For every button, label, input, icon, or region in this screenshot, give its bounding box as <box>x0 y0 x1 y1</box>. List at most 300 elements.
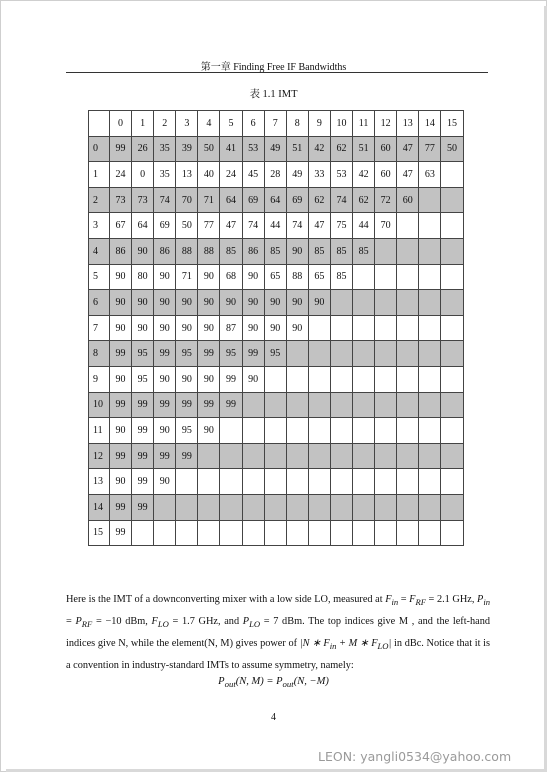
imt-table <box>88 110 464 546</box>
column-header-cell: 9 <box>308 111 330 137</box>
table-cell <box>330 494 352 520</box>
table-cell <box>375 494 397 520</box>
table-cell: 63 <box>419 162 441 188</box>
table-cell <box>441 290 463 316</box>
table-cell: 90 <box>264 315 286 341</box>
table-cell <box>441 392 463 418</box>
table-cell: 49 <box>286 162 308 188</box>
table-cell: 90 <box>176 290 198 316</box>
table-cell <box>286 392 308 418</box>
table-cell: 69 <box>154 213 176 239</box>
row-header-cell: 1 <box>89 162 110 188</box>
table-cell: 44 <box>264 213 286 239</box>
table-cell <box>375 469 397 495</box>
table-cell <box>419 418 441 444</box>
table-cell: 49 <box>264 136 286 162</box>
table-cell: 72 <box>375 187 397 213</box>
math-subscript: RF <box>415 597 426 608</box>
table-cell <box>441 264 463 290</box>
table-cell <box>353 469 375 495</box>
table-cell <box>308 315 330 341</box>
table-cell <box>132 520 154 546</box>
text-run: Here is the IMT of a downconverting mixer with a low side LO, measured at <box>66 594 386 605</box>
table-cell: 99 <box>198 392 220 418</box>
table-cell: 74 <box>154 187 176 213</box>
table-cell <box>397 392 419 418</box>
table-cell: 77 <box>419 136 441 162</box>
table-cell <box>330 469 352 495</box>
table-cell: 33 <box>308 162 330 188</box>
table-cell: 90 <box>110 418 132 444</box>
table-cell <box>397 520 419 546</box>
math-symbol: + M ∗ F <box>336 638 378 650</box>
table-cell <box>242 392 264 418</box>
table-cell: 90 <box>110 264 132 290</box>
table-cell <box>264 418 286 444</box>
table-cell <box>308 494 330 520</box>
table-cell <box>286 418 308 444</box>
table-cell: 90 <box>264 290 286 316</box>
table-cell: 24 <box>220 162 242 188</box>
table-cell <box>353 366 375 392</box>
table-cell <box>441 443 463 469</box>
table-cell <box>286 341 308 367</box>
table-row <box>89 443 464 469</box>
table-cell <box>441 341 463 367</box>
table-cell: 90 <box>132 238 154 264</box>
table-cell: 99 <box>154 341 176 367</box>
column-header-cell: 12 <box>375 111 397 137</box>
row-header-cell: 11 <box>89 418 110 444</box>
table-cell: 77 <box>198 213 220 239</box>
text-run: = 2.1 GHz, <box>425 594 478 605</box>
table-cell: 90 <box>242 366 264 392</box>
table-cell <box>441 187 463 213</box>
row-header-cell: 4 <box>89 238 110 264</box>
table-cell <box>264 469 286 495</box>
table-cell <box>441 162 463 188</box>
eq-symbol: P <box>218 676 225 687</box>
row-header-cell: 15 <box>89 520 110 546</box>
table-cell: 90 <box>286 238 308 264</box>
table-cell <box>286 469 308 495</box>
table-cell: 75 <box>330 213 352 239</box>
table-cell: 95 <box>132 341 154 367</box>
body-paragraph <box>66 590 490 675</box>
table-cell: 90 <box>198 290 220 316</box>
table-row <box>89 469 464 495</box>
table-cell: 65 <box>308 264 330 290</box>
table-cell: 99 <box>132 494 154 520</box>
table-cell: 85 <box>264 238 286 264</box>
table-row <box>89 264 464 290</box>
table-cell <box>375 290 397 316</box>
table-cell <box>441 315 463 341</box>
table-cell: 80 <box>132 264 154 290</box>
table-cell: 90 <box>198 418 220 444</box>
table-cell <box>242 520 264 546</box>
table-header-row <box>89 111 464 137</box>
table-cell <box>397 213 419 239</box>
table-cell: 90 <box>132 315 154 341</box>
table-cell <box>353 341 375 367</box>
eq-symbol: P <box>276 676 283 687</box>
table-cell <box>441 469 463 495</box>
table-cell <box>419 290 441 316</box>
row-header-cell: 8 <box>89 341 110 367</box>
table-cell: 99 <box>110 341 132 367</box>
table-cell: 53 <box>242 136 264 162</box>
math-symbol: P <box>242 616 250 628</box>
table-row <box>89 494 464 520</box>
eq-args: (N, −M) <box>293 676 329 687</box>
table-cell <box>198 443 220 469</box>
table-cell: 99 <box>176 392 198 418</box>
table-cell: 99 <box>110 443 132 469</box>
table-cell: 73 <box>132 187 154 213</box>
table-cell <box>264 366 286 392</box>
table-cell: 70 <box>176 187 198 213</box>
table-cell: 95 <box>264 341 286 367</box>
table-row <box>89 520 464 546</box>
table-cell <box>441 366 463 392</box>
table-cell <box>264 443 286 469</box>
table-cell <box>397 290 419 316</box>
table-cell: 86 <box>110 238 132 264</box>
table-cell: 47 <box>397 136 419 162</box>
table-cell: 95 <box>132 366 154 392</box>
table-cell: 42 <box>353 162 375 188</box>
table-cell <box>419 469 441 495</box>
table-cell: 47 <box>308 213 330 239</box>
table-cell: 65 <box>264 264 286 290</box>
table-cell: 99 <box>132 418 154 444</box>
column-header-cell: 1 <box>132 111 154 137</box>
table-cell: 85 <box>220 238 242 264</box>
table-row <box>89 136 464 162</box>
table-cell <box>242 443 264 469</box>
table-cell: 70 <box>375 213 397 239</box>
table-cell <box>375 315 397 341</box>
table-cell <box>220 443 242 469</box>
table-cell <box>353 520 375 546</box>
table-cell <box>419 187 441 213</box>
page-number: 4 <box>271 712 276 723</box>
math-subscript: in <box>391 597 399 608</box>
table-cell <box>397 238 419 264</box>
table-cell: 68 <box>220 264 242 290</box>
table-cell <box>397 494 419 520</box>
header-rule <box>66 72 488 73</box>
math-symbol: P <box>477 594 484 605</box>
table-cell: 99 <box>220 392 242 418</box>
table-cell <box>220 469 242 495</box>
table-row <box>89 315 464 341</box>
math-symbol: |N ∗ F <box>299 638 330 650</box>
table-cell: 88 <box>176 238 198 264</box>
table-cell <box>154 520 176 546</box>
table-cell: 99 <box>110 392 132 418</box>
table-cell: 71 <box>176 264 198 290</box>
table-cell <box>375 392 397 418</box>
math-subscript: LO <box>377 641 389 652</box>
table-cell <box>419 366 441 392</box>
table-row <box>89 162 464 188</box>
table-cell <box>397 315 419 341</box>
table-cell: 85 <box>330 264 352 290</box>
table-cell: 90 <box>176 315 198 341</box>
table-cell <box>330 290 352 316</box>
table-cell <box>375 238 397 264</box>
table-cell: 50 <box>176 213 198 239</box>
table-cell <box>154 494 176 520</box>
table-cell <box>330 366 352 392</box>
table-caption: 表 1.1 IMT <box>249 89 298 100</box>
table-cell: 90 <box>198 366 220 392</box>
table-cell: 73 <box>110 187 132 213</box>
math-subscript: LO <box>249 619 261 630</box>
table-cell: 71 <box>198 187 220 213</box>
column-header-cell: 6 <box>242 111 264 137</box>
table-cell <box>198 469 220 495</box>
table-cell: 40 <box>198 162 220 188</box>
table-row <box>89 341 464 367</box>
table-cell <box>286 443 308 469</box>
column-header-cell: 5 <box>220 111 242 137</box>
table-cell <box>419 443 441 469</box>
table-cell <box>308 366 330 392</box>
math-subscript: RF <box>81 619 93 630</box>
table-cell <box>308 418 330 444</box>
table-cell: 60 <box>375 162 397 188</box>
table-cell <box>441 418 463 444</box>
table-cell: 90 <box>286 290 308 316</box>
table-cell: 90 <box>110 469 132 495</box>
table-cell: 47 <box>397 162 419 188</box>
running-header: 第一章 Finding Free IF Bandwidths <box>200 62 347 73</box>
table-cell <box>441 238 463 264</box>
table-cell <box>353 290 375 316</box>
table-cell: 90 <box>154 366 176 392</box>
row-header-cell: 12 <box>89 443 110 469</box>
table-cell <box>330 341 352 367</box>
table-cell <box>220 418 242 444</box>
table-cell <box>286 494 308 520</box>
table-cell: 90 <box>110 315 132 341</box>
table-cell: 99 <box>132 392 154 418</box>
table-cell: 28 <box>264 162 286 188</box>
table-cell <box>375 264 397 290</box>
row-header-cell: 2 <box>89 187 110 213</box>
watermark-text: LEON: yangli0534@yahoo.com <box>318 749 512 764</box>
table-cell: 99 <box>110 136 132 162</box>
table-cell: 90 <box>110 290 132 316</box>
table-cell: 62 <box>330 136 352 162</box>
table-cell <box>308 341 330 367</box>
column-header-cell: 7 <box>264 111 286 137</box>
table-cell <box>419 315 441 341</box>
table-cell: 86 <box>154 238 176 264</box>
column-header-cell: 10 <box>330 111 352 137</box>
column-header-cell: 3 <box>176 111 198 137</box>
table-row <box>89 213 464 239</box>
table-cell: 74 <box>242 213 264 239</box>
table-cell: 99 <box>110 520 132 546</box>
table-cell: 90 <box>308 290 330 316</box>
eq-subscript: out <box>224 679 236 690</box>
table-cell <box>375 366 397 392</box>
table-cell: 99 <box>154 443 176 469</box>
table-cell <box>286 520 308 546</box>
table-cell: 99 <box>132 469 154 495</box>
table-cell: 51 <box>286 136 308 162</box>
table-cell: 95 <box>176 418 198 444</box>
table-cell: 74 <box>330 187 352 213</box>
row-header-cell: 7 <box>89 315 110 341</box>
table-cell <box>375 341 397 367</box>
table-cell: 90 <box>198 315 220 341</box>
table-cell: 62 <box>353 187 375 213</box>
table-cell <box>419 264 441 290</box>
table-cell <box>353 443 375 469</box>
table-cell <box>419 392 441 418</box>
table-cell <box>264 494 286 520</box>
table-cell <box>308 443 330 469</box>
table-cell <box>397 418 419 444</box>
table-cell: 95 <box>176 341 198 367</box>
table-cell <box>308 469 330 495</box>
text-run: = 1.7 GHz, and <box>168 616 243 628</box>
table-cell <box>286 366 308 392</box>
eq-subscript: out <box>282 679 294 690</box>
table-cell <box>419 238 441 264</box>
table-cell <box>330 418 352 444</box>
column-header-cell: 8 <box>286 111 308 137</box>
math-symbol: | <box>388 638 392 650</box>
text-run: = <box>398 594 410 605</box>
column-header-cell: 13 <box>397 111 419 137</box>
row-header-cell: 5 <box>89 264 110 290</box>
table-cell: 90 <box>198 264 220 290</box>
table-cell: 64 <box>264 187 286 213</box>
table-cell: 90 <box>242 264 264 290</box>
table-cell: 90 <box>220 290 242 316</box>
table-cell <box>242 418 264 444</box>
table-cell <box>264 392 286 418</box>
math-symbol: F <box>385 594 392 605</box>
table-cell <box>176 520 198 546</box>
table-cell <box>242 494 264 520</box>
table-cell <box>397 341 419 367</box>
row-header-cell: 10 <box>89 392 110 418</box>
table-cell: 26 <box>132 136 154 162</box>
table-cell: 99 <box>242 341 264 367</box>
table-cell <box>220 494 242 520</box>
table-cell: 67 <box>110 213 132 239</box>
table-cell: 0 <box>132 162 154 188</box>
table-row <box>89 418 464 444</box>
table-cell: 90 <box>154 418 176 444</box>
row-header-cell: 6 <box>89 290 110 316</box>
table-row <box>89 238 464 264</box>
math-subscript: LO <box>157 619 169 630</box>
table-row <box>89 187 464 213</box>
table-cell <box>397 469 419 495</box>
table-cell: 90 <box>154 315 176 341</box>
table-cell <box>353 264 375 290</box>
table-cell: 39 <box>176 136 198 162</box>
table-cell <box>176 494 198 520</box>
table-cell: 90 <box>242 315 264 341</box>
table-cell: 99 <box>198 341 220 367</box>
text-run: = 7 dBm. The top indices give M , and the left-hand indices give N, while the element(N, M) gives power of <box>66 616 491 650</box>
table-cell: 90 <box>154 264 176 290</box>
table-cell: 41 <box>220 136 242 162</box>
table-cell: 90 <box>242 290 264 316</box>
table-cell: 74 <box>286 213 308 239</box>
column-header-cell: 11 <box>353 111 375 137</box>
table-cell: 90 <box>132 290 154 316</box>
table-cell <box>176 469 198 495</box>
table-cell <box>353 494 375 520</box>
table-cell: 45 <box>242 162 264 188</box>
table-cell: 90 <box>286 315 308 341</box>
table-cell: 42 <box>308 136 330 162</box>
eq-args: (N, M) = <box>235 676 277 687</box>
table-cell: 50 <box>441 136 463 162</box>
table-cell: 53 <box>330 162 352 188</box>
table-cell: 13 <box>176 162 198 188</box>
math-symbol: F <box>151 616 158 628</box>
table-cell: 90 <box>154 290 176 316</box>
table-cell: 86 <box>242 238 264 264</box>
table-cell <box>441 520 463 546</box>
table-cell: 69 <box>242 187 264 213</box>
table-cell: 60 <box>397 187 419 213</box>
table-cell <box>419 341 441 367</box>
table-cell: 85 <box>308 238 330 264</box>
math-symbol: F <box>409 594 416 605</box>
table-cell: 90 <box>154 469 176 495</box>
table-cell: 85 <box>330 238 352 264</box>
table-cell: 90 <box>176 366 198 392</box>
column-header-cell: 2 <box>154 111 176 137</box>
table-cell: 88 <box>286 264 308 290</box>
table-cell <box>308 520 330 546</box>
table-cell <box>419 520 441 546</box>
table-cell: 35 <box>154 136 176 162</box>
table-cell <box>397 443 419 469</box>
table-cell: 87 <box>220 315 242 341</box>
table-cell <box>308 392 330 418</box>
table-cell <box>330 315 352 341</box>
table-cell: 88 <box>198 238 220 264</box>
row-header-cell: 13 <box>89 469 110 495</box>
table-cell <box>441 213 463 239</box>
table-cell: 99 <box>176 443 198 469</box>
table-cell <box>264 520 286 546</box>
table-cell <box>375 520 397 546</box>
column-header-cell: 0 <box>110 111 132 137</box>
table-cell: 99 <box>154 392 176 418</box>
table-cell: 24 <box>110 162 132 188</box>
table-cell <box>220 520 242 546</box>
text-run: = <box>66 616 76 628</box>
row-header-cell: 3 <box>89 213 110 239</box>
table-row <box>89 290 464 316</box>
table-row <box>89 366 464 392</box>
table-cell: 64 <box>132 213 154 239</box>
